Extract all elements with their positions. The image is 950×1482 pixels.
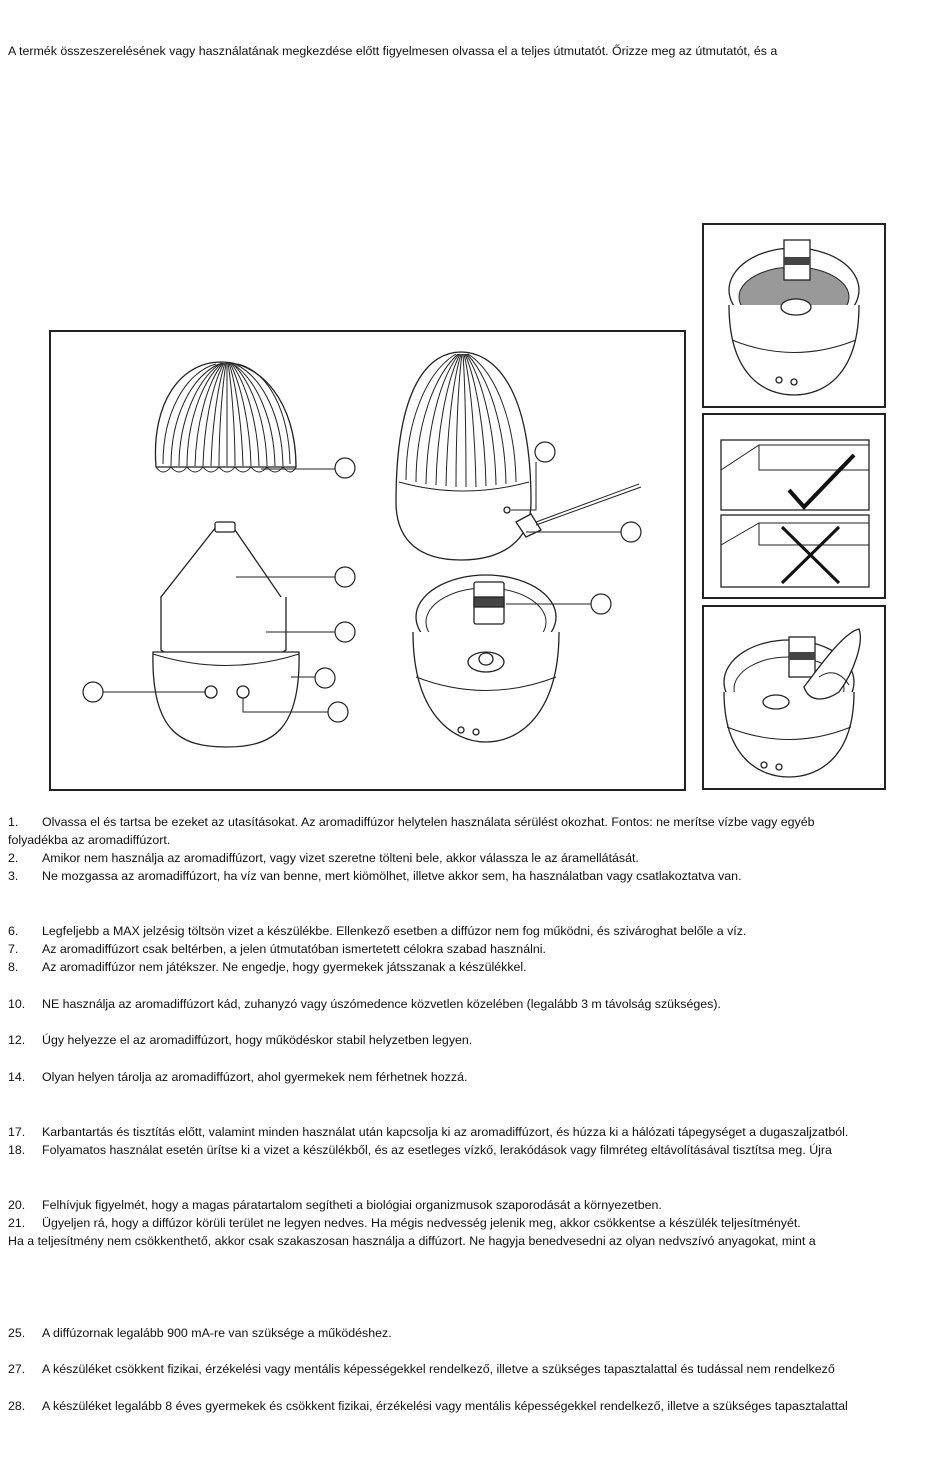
side-figure-water-level [702,223,886,408]
instruction-text: Olvassa el és tartsa be ezeket az utasításokat. Az aromadiffúzor helytelen használata sérülést okozhat. Fontos: ne merítse vízbe vagy egyéb [42,815,815,829]
correct-fill-figure [721,440,869,510]
instruction-text: Ne mozgassa az aromadiffúzort, ha víz van benne, mert kiömölhet, illetve akkor sem, ha használatban vagy csatlakoztatva van. [42,869,742,883]
assembled-diffuser-illustration [396,352,641,560]
instruction-1-cont: folyadékba az aromadiffúzort. [8,833,171,847]
instruction-number: 17. [8,1125,26,1139]
instruction-text: NE használja az aromadiffúzort kád, zuhanyzó vagy úszómedence közvetlen közelében (legalább 3 m távolság szükséges). [42,997,721,1011]
instruction-number: 25. [8,1326,26,1340]
instruction-number: 27. [8,1362,26,1376]
instruction-text: Amikor nem használja az aromadiffúzort, vagy vizet szeretne tölteni bele, akkor válassza le az áramellátását. [42,851,639,865]
instruction-number: 14. [8,1070,26,1084]
instruction-text: Ügyeljen rá, hogy a diffúzor körüli terület ne legyen nedves. Ha mégis nedvesség jelenik meg, akkor csökkentse a készülék teljesítményét. [42,1216,801,1230]
instruction-text: Az aromadiffúzort csak beltérben, a jelen útmutatóban ismertetett célokra szabad használni. [42,942,546,956]
instruction-number: 3. [8,869,19,883]
instruction-number: 8. [8,960,19,974]
side-figure-cleaning [702,605,886,790]
instruction-number: 21. [8,1216,26,1230]
incorrect-fill-figure [721,515,869,587]
instruction-number: 7. [8,942,19,956]
diffuser-body-illustration [83,522,355,747]
instruction-text: Karbantartás és tisztítás előtt, valamint minden használat után kapcsolja ki az aromadiffúzort, és húzza ki a hálózati tápegységet a dugaszaljzatból. [42,1125,849,1139]
cover-dome-illustration [155,362,355,478]
instruction-text: Felhívjuk figyelmét, hogy a magas páratartalom segítheti a biológiai organizmusok szaporodását a környezetben. [42,1198,662,1212]
instruction-number: 12. [8,1033,26,1047]
main-figure [49,330,686,791]
instruction-text: A készüléket legalább 8 éves gyermekek és csökkent fizikai, érzékelési vagy mentális képességekkel rendelkező, illetve a szükséges tapasztalattal [42,1399,848,1413]
intro-text: A termék összeszerelésének vagy használatának megkezdése előtt figyelmesen olvassa el a teljes útmutatót. Őrizze meg az útmutatót, és a [8,44,778,58]
instruction-text: Olyan helyen tárolja az aromadiffúzort, ahol gyermekek nem férhetnek hozzá. [42,1070,468,1084]
instruction-text: A diffúzornak legalább 900 mA-re van szüksége a működéshez. [42,1326,392,1340]
open-tank-illustration [413,575,611,742]
instruction-text: Legfeljebb a MAX jelzésig töltsön vizet a készülékbe. Ellenkező esetben a diffúzor nem fog működni, és szivároghat belőle a víz. [42,924,747,938]
instruction-number: 10. [8,997,26,1011]
instruction-text: Folyamatos használat esetén ürítse ki a vizet a készülékből, és az esetleges vízkő, lerakódások vagy filmréteg eltávolításával tisztítsa meg. Újra [42,1143,832,1157]
instruction-number: 18. [8,1143,26,1157]
instruction-number: 1. [8,815,19,829]
instruction-text: Az aromadiffúzor nem játékszer. Ne engedje, hogy gyermekek játsszanak a készülékkel. [42,960,527,974]
instruction-text: A készüléket csökkent fizikai, érzékelési vagy mentális képességekkel rendelkező, illetve a szükséges tapasztalattal és tudással nem rendelkező [42,1362,835,1376]
instruction-number: 6. [8,924,19,938]
instruction-21-cont: Ha a teljesítmény nem csökkenthető, akkor csak szakaszosan használja a diffúzort. Ne hagyja benedvesedni az olyan nedvszívó anyagokat, mint a [8,1234,816,1248]
side-figure-fill-comparison [702,413,886,599]
instruction-number: 20. [8,1198,26,1212]
instruction-number: 2. [8,851,19,865]
instruction-number: 28. [8,1399,26,1413]
instruction-text: Úgy helyezze el az aromadiffúzort, hogy működéskor stabil helyzetben legyen. [42,1033,473,1047]
